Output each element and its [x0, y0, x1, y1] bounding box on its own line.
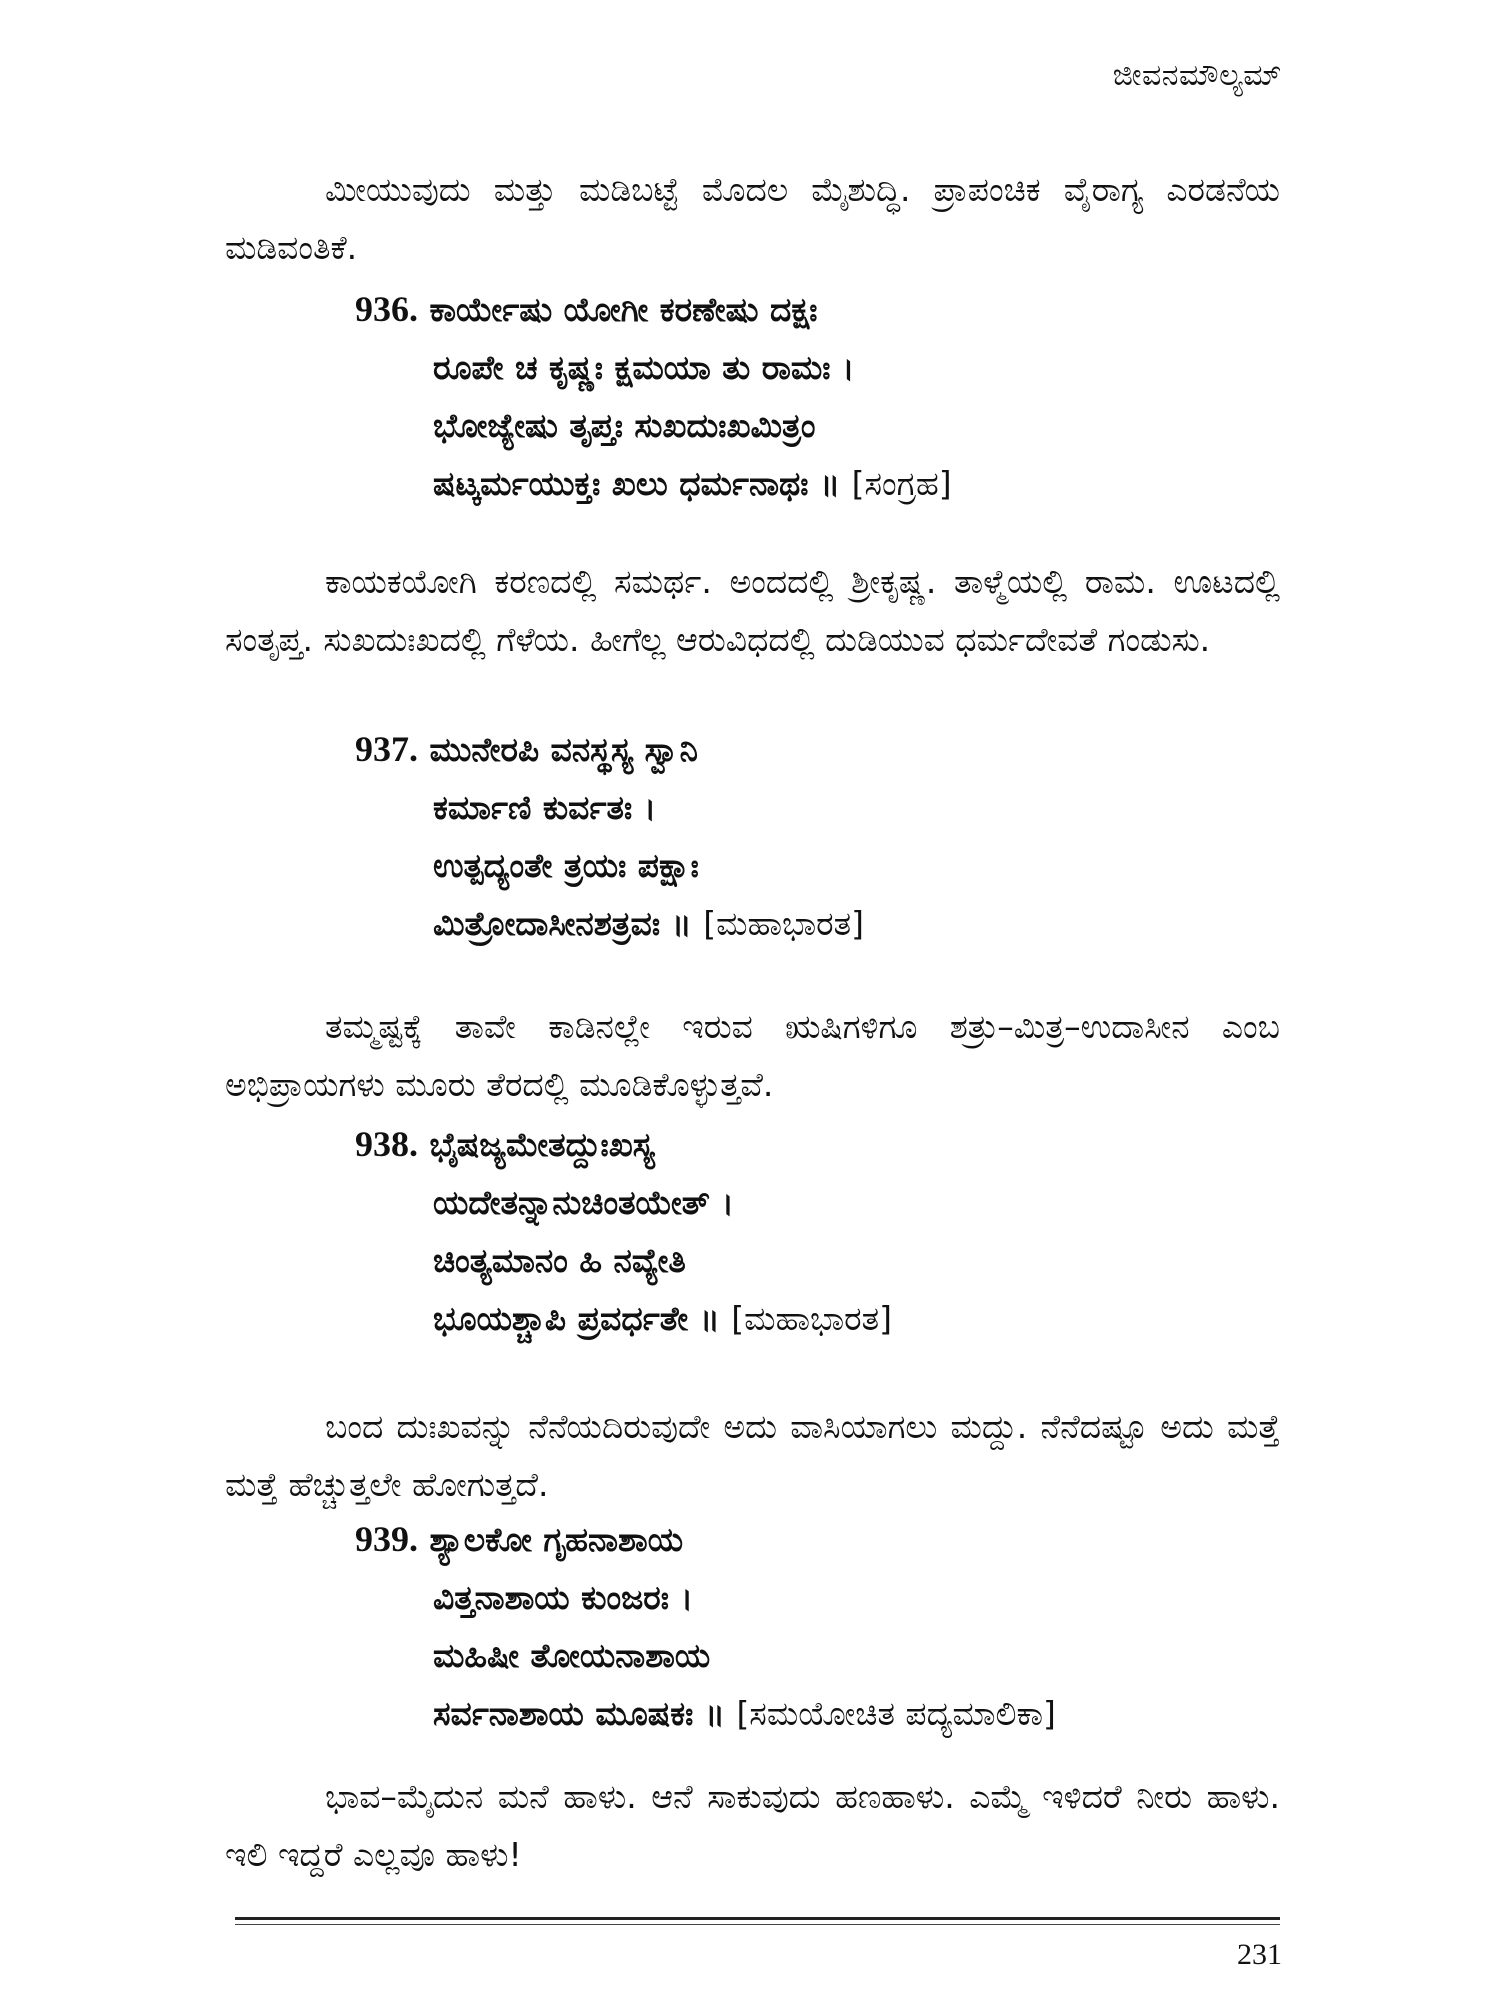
verse-line	[355, 1290, 892, 1348]
verse-text: ಶ್ಯಾಲಕೋ ಗೃಹನಾಶಾಯ	[429, 1520, 684, 1559]
verse-source: [ಮಹಾಭಾರತ]	[731, 1299, 893, 1338]
commentary-paragraph: ಭಾವ–ಮೈದುನ ಮನೆ ಹಾಳು. ಆನೆ ಸಾಕುವುದು ಹಣಹಾಳು. ಎಮ್ಮೆ ಇಳಿದರೆ ನೀರು ಹಾಳು. ಇಲಿ ಇದ್ದರೆ ಎಲ್ಲವೂ ಹಾಳು!	[225, 1777, 1280, 1874]
verse-text: ಷಟ್ಕರ್ಮಯುಕ್ತಃ ಖಲು ಧರ್ಮನಾಥಃ ॥	[433, 464, 841, 503]
verse-number: 937.	[355, 729, 418, 769]
verse-line	[355, 1510, 1056, 1569]
verse-text: ಭೂಯಶ್ಚಾಪಿ ಪ್ರವರ್ಧತೇ ॥	[433, 1299, 720, 1338]
verse-source: [ಮಹಾಭಾರತ]	[703, 904, 864, 943]
verse-line	[355, 280, 952, 339]
verse-text: ಕಾರ್ಯೇಷು ಯೋಗೀ ಕರಣೇಷು ದಕ್ಷಃ	[429, 290, 818, 329]
verse-line: ಯದೇತನ್ನಾನುಚಿಂತಯೇತ್ ।	[433, 1183, 734, 1222]
verse-text: ಸರ್ವನಾಶಾಯ ಮೂಷಕಃ ॥	[433, 1694, 725, 1733]
verse-939	[355, 1510, 1056, 1743]
verse-line: ಕರ್ಮಾಣಿ ಕುರ್ವತಃ ।	[433, 788, 657, 827]
verse-line	[355, 1115, 892, 1174]
commentary-paragraph: ತಮ್ಮಷ್ಟಕ್ಕೆ ತಾವೇ ಕಾಡಿನಲ್ಲೇ ಇರುವ ಋಷಿಗಳಿಗೂ ಶತ್ರು–ಮಿತ್ರ–ಉದಾಸೀನ ಎಂಬ ಅಭಿಪ್ರಾಯಗಳು ಮೂರು ತೆರದಲ್ಲಿ ಮೂಡಿಕೊಳ್ಳುತ್ತವೆ.	[225, 1007, 1280, 1104]
running-head: ಜೀವನಮೌಲ್ಯಮ್	[1112, 58, 1282, 93]
verse-936	[355, 280, 952, 513]
verse-text: ಭೈಷಜ್ಯಮೇತದ್ದುಃಖಸ್ಯ	[429, 1125, 655, 1164]
commentary-paragraph: ಮೀಯುವುದು ಮತ್ತು ಮಡಿಬಟ್ಟೆ ಮೊದಲ ಮೈಶುದ್ಧಿ. ಪ್ರಾಪಂಚಿಕ ವೈರಾಗ್ಯ ಎರಡನೆಯ ಮಡಿವಂತಿಕೆ.	[225, 170, 1280, 267]
verse-line: ಉತ್ಪದ್ಯಂತೇ ತ್ರಯಃ ಪಕ್ಷಾಃ	[433, 846, 699, 885]
verse-line	[355, 720, 864, 779]
verse-number: 936.	[355, 289, 418, 329]
verse-line	[355, 1685, 1056, 1743]
verse-line	[355, 455, 952, 513]
verse-number: 938.	[355, 1124, 418, 1164]
verse-line: ವಿತ್ತನಾಶಾಯ ಕುಂಜರಃ ।	[433, 1578, 693, 1617]
verse-number: 939.	[355, 1519, 418, 1559]
verse-line: ಮಹಿಷೀ ತೋಯನಾಶಾಯ	[433, 1636, 711, 1675]
verse-938	[355, 1115, 892, 1348]
footer-rule	[235, 1917, 1280, 1920]
verse-text: ಮುನೇರಪಿ ವನಸ್ಥಸ್ಯ ಸ್ವಾನಿ	[429, 730, 699, 769]
commentary-paragraph: ಬಂದ ದುಃಖವನ್ನು ನೆನೆಯದಿರುವುದೇ ಅದು ವಾಸಿಯಾಗಲು ಮದ್ದು. ನೆನೆದಷ್ಟೂ ಅದು ಮತ್ತೆ ಮತ್ತೆ ಹೆಚ್ಚುತ್ತಲೇ ಹೋಗುತ್ತದೆ.	[225, 1407, 1280, 1504]
verse-line	[355, 895, 864, 953]
commentary-paragraph: ಕಾಯಕಯೋಗಿ ಕರಣದಲ್ಲಿ ಸಮರ್ಥ. ಅಂದದಲ್ಲಿ ಶ್ರೀಕೃಷ್ಣ. ತಾಳ್ಮೆಯಲ್ಲಿ ರಾಮ. ಊಟದಲ್ಲಿ ಸಂತೃಪ್ತ. ಸುಖದುಃಖದಲ್ಲಿ ಗೆಳೆಯ. ಹೀಗೆಲ್ಲ ಆರುವಿಧದಲ್ಲಿ ದುಡಿಯುವ ಧರ್ಮದೇವತೆ ಗಂಡುಸು.	[225, 562, 1280, 659]
page-number: 231	[1237, 1938, 1282, 1971]
verse-source: [ಸಮಯೋಚಿತ ಪದ್ಯಮಾಲಿಕಾ]	[736, 1694, 1056, 1733]
verse-937	[355, 720, 864, 953]
verse-source: [ಸಂಗ್ರಹ]	[851, 464, 952, 503]
verse-line: ಚಿಂತ್ಯಮಾನಂ ಹಿ ನವ್ಯೇತಿ	[433, 1241, 686, 1280]
footer-rule	[235, 1924, 1280, 1925]
verse-line: ಭೋಜ್ಯೇಷು ತೃಪ್ತಃ ಸುಖದುಃಖಮಿತ್ರಂ	[433, 406, 816, 445]
verse-line: ರೂಪೇ ಚ ಕೃಷ್ಣಃ ಕ್ಷಮಯಾ ತು ರಾಮಃ ।	[433, 348, 855, 387]
verse-text: ಮಿತ್ರೋದಾಸೀನಶತ್ರವಃ ॥	[433, 904, 692, 943]
